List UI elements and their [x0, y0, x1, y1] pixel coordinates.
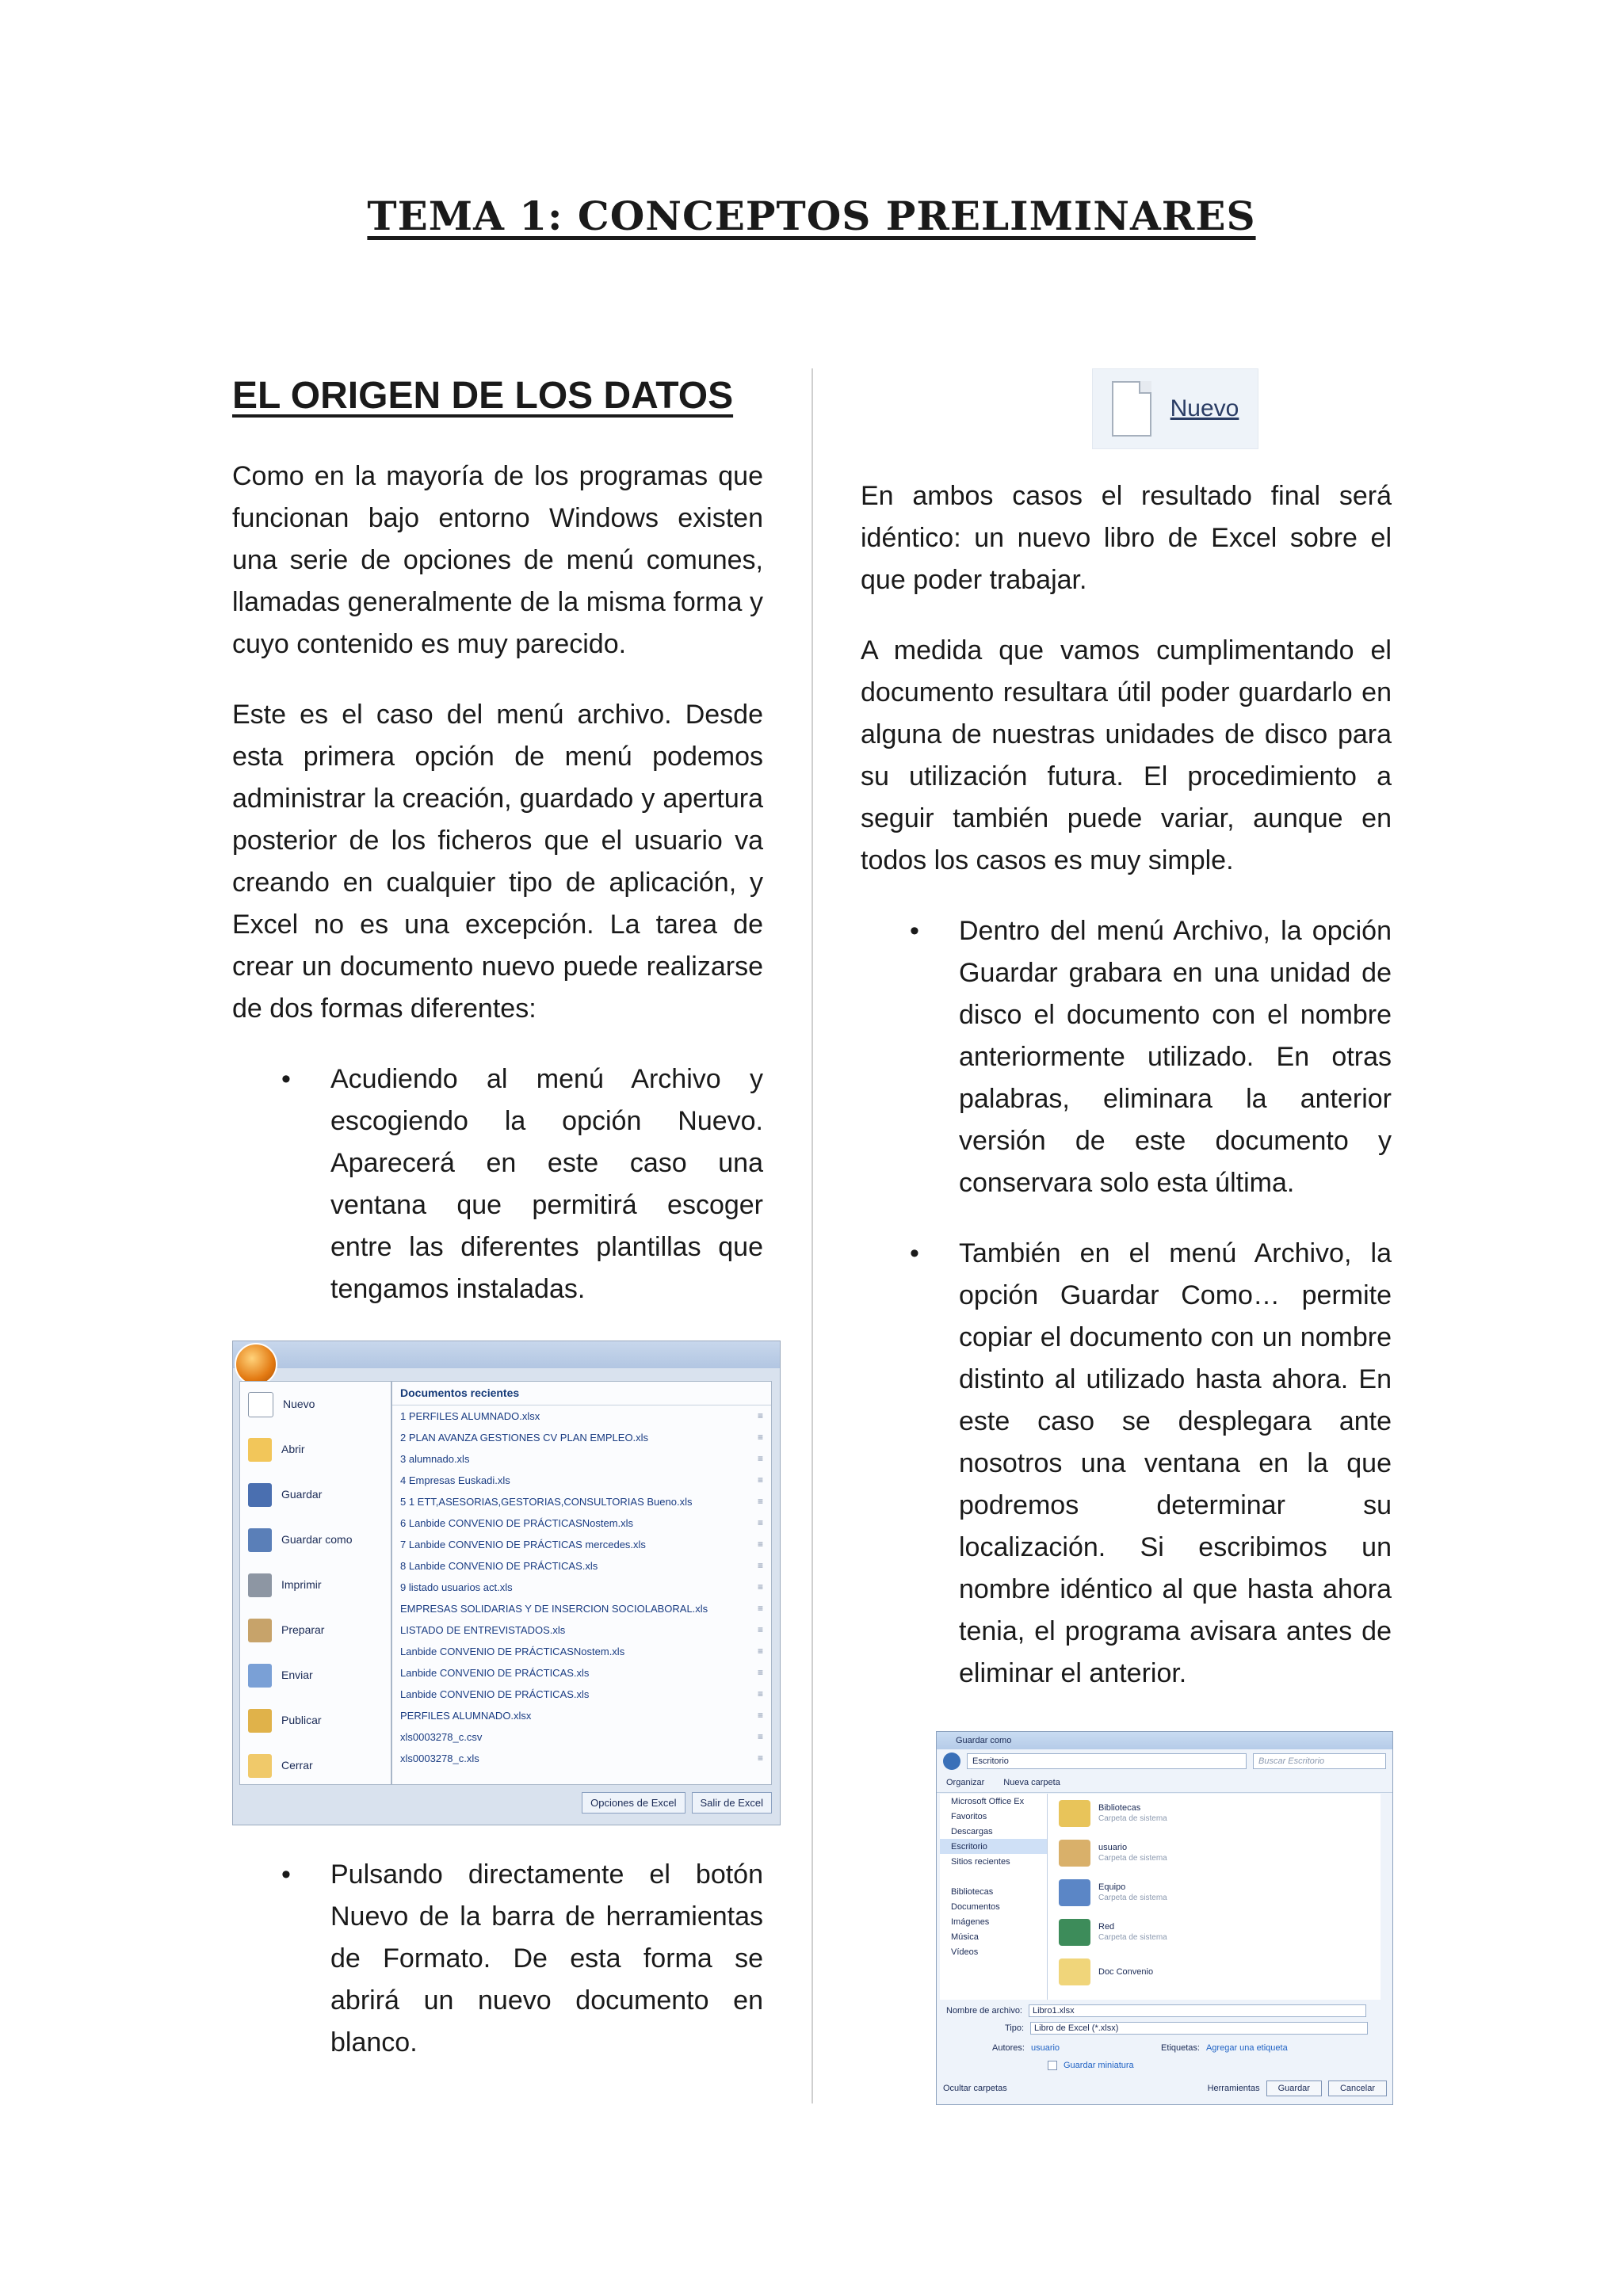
search-box: Buscar Escritorio [1253, 1753, 1386, 1769]
bullet-item: • Pulsando directamente el botón Nuevo de la barra de herramientas de Formato. De esta forma se abrirá un nuevo documento en blanco. [232, 1854, 763, 2064]
pin-icon: ≡ [757, 1432, 763, 1443]
authors-value: usuario [1030, 2043, 1060, 2053]
nav-item: Música [951, 1932, 979, 1942]
recent-document-item [392, 1427, 771, 1448]
authors-label: Autores: [992, 2043, 1025, 2053]
recent-document-item [392, 1577, 771, 1598]
menu-item-nuevo: Nuevo [240, 1382, 391, 1427]
recent-document-name: xls0003278_c.csv [400, 1731, 483, 1743]
nav-item: Vídeos [951, 1947, 979, 1957]
folder-open-icon [248, 1438, 272, 1462]
pin-icon: ≡ [757, 1496, 763, 1507]
recent-documents-list [392, 1405, 771, 1769]
save-button: Guardar [1266, 2081, 1322, 2096]
pin-icon: ≡ [757, 1646, 763, 1657]
nav-item: Imágenes [951, 1917, 990, 1927]
type-select: Libro de Excel (*.xlsx) [1030, 2022, 1368, 2035]
file-item [1048, 1873, 1381, 1913]
office-button-icon [235, 1343, 277, 1386]
recent-document-item [392, 1512, 771, 1534]
tags-label: Etiquetas: [1161, 2043, 1200, 2053]
bullet-list [861, 910, 1392, 1695]
recent-document-item [392, 1534, 771, 1555]
type-label: Tipo: [1005, 2023, 1025, 2033]
file-item-name: Equipo [1098, 1882, 1126, 1892]
bullet-item: • Dentro del menú Archivo, la opción Guardar grabara en una unidad de disco el documento con el nombre anteriormente utilizado. En otras palabras, eliminara la anterior versión de este documento y conservara solo esta última. [861, 910, 1392, 1204]
section-heading: EL ORIGEN DE LOS DATOS [232, 375, 734, 417]
thumbnail-checkbox [1048, 2061, 1057, 2070]
menu-item-enviar: Enviar [240, 1653, 391, 1698]
recent-documents-panel [391, 1381, 772, 1785]
filename-input: Libro1.xlsx [1029, 2004, 1366, 2017]
type-row [1005, 2022, 1368, 2035]
hide-folders-link: Ocultar carpetas [943, 2084, 1007, 2093]
recent-document-name: Lanbide CONVENIO DE PRÁCTICAS.xls [400, 1688, 590, 1700]
menu-item-preparar: Preparar [240, 1608, 391, 1653]
page-title: TEMA 1: CONCEPTOS PRELIMINARES [367, 193, 1256, 239]
recent-document-item [392, 1619, 771, 1641]
excel-file-menu-screenshot [232, 1341, 781, 1825]
pin-icon: ≡ [757, 1539, 763, 1550]
save-icon [248, 1483, 272, 1507]
recent-document-item [392, 1598, 771, 1619]
recent-document-name: 8 Lanbide CONVENIO DE PRÁCTICAS.xls [400, 1560, 598, 1572]
navigation-pane [940, 1794, 1048, 2000]
bullet-item: • Acudiendo al menú Archivo y escogiendo la opción Nuevo. Aparecerá en este caso una ventana que permitirá escoger entre las diferentes plantillas que tengamos instaladas. [232, 1058, 763, 1310]
cancel-button: Cancelar [1328, 2081, 1387, 2096]
publish-icon [248, 1709, 272, 1733]
folder-icon [1059, 1919, 1090, 1946]
nav-item [940, 1869, 1047, 1884]
filename-label: Nombre de archivo: [946, 2006, 1022, 2016]
prepare-icon [248, 1619, 272, 1642]
new-document-icon [1112, 381, 1151, 437]
paragraph: Este es el caso del menú archivo. Desde esta primera opción de menú podemos administrar la creación, guardado y apertura posterior de los ficheros que el usuario va creando en cualquier tipo de aplicación, y Excel no es una excepción. La tarea de crear un documento nuevo puede realizarse de dos formas diferentes: [232, 700, 763, 1024]
recent-document-name: 2 PLAN AVANZA GESTIONES CV PLAN EMPLEO.xls [400, 1432, 649, 1444]
left-column [232, 368, 763, 1339]
paragraph: A medida que vamos cumplimentando el documento resultara útil poder guardarlo en alguna de nuestras unidades de disco para su utilización futura. El procedimiento a seguir también puede variar, aunque en todos los casos es muy simple. [861, 635, 1392, 875]
recent-documents-title: Documentos recientes [392, 1382, 771, 1405]
file-item-name: Bibliotecas [1098, 1803, 1141, 1813]
file-item-type: Carpeta de sistema [1098, 1854, 1167, 1863]
pin-icon: ≡ [757, 1517, 763, 1528]
new-doc-icon [248, 1392, 273, 1417]
recent-document-item [392, 1491, 771, 1512]
exit-excel-button: Salir de Excel [692, 1792, 772, 1814]
recent-document-item [392, 1684, 771, 1705]
address-bar [937, 1749, 1392, 1773]
recent-document-item [392, 1726, 771, 1748]
organize-menu: Organizar [946, 1778, 985, 1787]
nav-item: Favoritos [951, 1811, 987, 1821]
folder-icon [1059, 1840, 1090, 1867]
dialog-title: Guardar como [937, 1732, 1392, 1749]
pin-icon: ≡ [757, 1710, 763, 1721]
tools-menu: Herramientas [1207, 2084, 1260, 2093]
pin-icon: ≡ [757, 1624, 763, 1635]
filename-row [946, 2004, 1366, 2017]
bullet-item: • También en el menú Archivo, la opción Guardar Como… permite copiar el documento con un nombre distinto al utilizado hasta ahora. En este caso se desplegara ante nosotros una ventana en la que podremos determinar su localización. Si escribimos un nombre idéntico al que hasta ahora tenia, el programa avisara antes de eliminar el anterior. [861, 1233, 1392, 1695]
save-as-icon [248, 1528, 272, 1552]
recent-document-name: 9 listado usuarios act.xls [400, 1581, 513, 1593]
pin-icon: ≡ [757, 1688, 763, 1699]
file-item-type: Carpeta de sistema [1098, 1814, 1167, 1823]
pin-icon: ≡ [757, 1667, 763, 1678]
close-folder-icon [248, 1754, 272, 1778]
menu-item-cerrar: Cerrar [240, 1743, 391, 1788]
recent-document-name: 5 1 ETT,ASESORIAS,GESTORIAS,CONSULTORIAS Bueno.xls [400, 1496, 693, 1508]
recent-document-item [392, 1470, 771, 1491]
address-box: Escritorio [967, 1753, 1247, 1769]
recent-document-name: 7 Lanbide CONVENIO DE PRÁCTICAS mercedes.xls [400, 1539, 646, 1550]
nav-item: Sitios recientes [951, 1856, 1010, 1867]
dialog-toolbar [937, 1773, 1392, 1793]
recent-document-name: 3 alumnado.xls [400, 1453, 470, 1465]
folder-icon [1059, 1800, 1090, 1827]
pin-icon: ≡ [757, 1731, 763, 1742]
meta-row [992, 2042, 1288, 2054]
paragraph: Como en la mayoría de los programas que funcionan bajo entorno Windows existen una serie de opciones de menú comunes, llamadas generalmente de la misma forma y cuyo contenido es muy parecido. [232, 461, 763, 659]
recent-document-name: EMPRESAS SOLIDARIAS Y DE INSERCION SOCIOLABORAL.xls [400, 1603, 708, 1615]
menu-item-abrir: Abrir [240, 1427, 391, 1472]
recent-document-name: Lanbide CONVENIO DE PRÁCTICAS.xls [400, 1667, 590, 1679]
recent-document-name: 4 Empresas Euskadi.xls [400, 1474, 510, 1486]
recent-document-name: Lanbide CONVENIO DE PRÁCTICASNostem.xls [400, 1646, 625, 1657]
paragraph: En ambos casos el resultado final será idéntico: un nuevo libro de Excel sobre el que poder trabajar. [861, 481, 1392, 595]
recent-document-item [392, 1748, 771, 1769]
recent-document-item [392, 1641, 771, 1662]
pin-icon: ≡ [757, 1453, 763, 1464]
excel-menu-commands [239, 1381, 391, 1785]
menu-item-guardar-como: Guardar como [240, 1517, 391, 1562]
recent-document-item [392, 1555, 771, 1577]
pin-icon: ≡ [757, 1560, 763, 1571]
recent-document-item [392, 1448, 771, 1470]
pin-icon: ≡ [757, 1474, 763, 1486]
recent-document-name: xls0003278_c.xls [400, 1753, 479, 1764]
send-icon [248, 1664, 272, 1688]
file-item-type: Carpeta de sistema [1098, 1933, 1167, 1942]
folder-icon [1059, 1958, 1090, 1985]
file-item [1048, 1794, 1381, 1833]
recent-document-name: PERFILES ALUMNADO.xlsx [400, 1710, 532, 1722]
nav-item: Microsoft Office Ex [951, 1796, 1025, 1806]
file-item-name: Doc Convenio [1098, 1967, 1154, 1977]
file-item-name: usuario [1098, 1843, 1128, 1852]
column-divider [812, 368, 813, 2103]
excel-title-bar [233, 1341, 780, 1368]
recent-document-item [392, 1405, 771, 1427]
tags-value: Agregar una etiqueta [1205, 2043, 1288, 2053]
nuevo-label: Nuevo [1170, 395, 1239, 421]
bullet-list [232, 1854, 763, 2064]
file-item-name: Red [1098, 1922, 1115, 1932]
bullet-list [232, 1058, 763, 1310]
pin-icon: ≡ [757, 1753, 763, 1764]
dialog-footer [943, 2081, 1387, 2096]
left-column-bottom [232, 1854, 763, 2092]
file-item-type: Carpeta de sistema [1098, 1894, 1167, 1902]
recent-document-name: 1 PERFILES ALUMNADO.xlsx [400, 1410, 540, 1422]
menu-item-publicar: Publicar [240, 1698, 391, 1743]
nav-item: Bibliotecas [951, 1886, 994, 1897]
folder-icon [1059, 1879, 1090, 1906]
back-arrow-icon [943, 1753, 960, 1770]
file-item [1048, 1833, 1381, 1873]
print-icon [248, 1573, 272, 1597]
nav-item: Escritorio [940, 1839, 1047, 1854]
nuevo-button-image [1092, 368, 1258, 449]
pin-icon: ≡ [757, 1603, 763, 1614]
thumbnail-row [1048, 2060, 1134, 2071]
file-item [1048, 1913, 1381, 1952]
recent-document-item [392, 1705, 771, 1726]
thumbnail-label: Guardar miniatura [1064, 2061, 1134, 2070]
right-column [861, 475, 1392, 1723]
nav-item: Documentos [951, 1901, 1000, 1912]
pin-icon: ≡ [757, 1410, 763, 1421]
recent-document-item [392, 1662, 771, 1684]
menu-item-guardar: Guardar [240, 1472, 391, 1517]
file-list [1048, 1794, 1381, 2000]
new-folder-button: Nueva carpeta [1003, 1778, 1060, 1787]
file-item [1048, 1952, 1381, 1992]
excel-options-button: Opciones de Excel [582, 1792, 685, 1814]
save-as-dialog-screenshot [936, 1731, 1393, 2105]
nav-item: Descargas [951, 1826, 993, 1836]
recent-document-name: LISTADO DE ENTREVISTADOS.xls [400, 1624, 566, 1636]
pin-icon: ≡ [757, 1581, 763, 1592]
recent-document-name: 6 Lanbide CONVENIO DE PRÁCTICASNostem.xls [400, 1517, 634, 1529]
menu-item-imprimir: Imprimir [240, 1562, 391, 1608]
excel-menu-footer [233, 1787, 780, 1818]
